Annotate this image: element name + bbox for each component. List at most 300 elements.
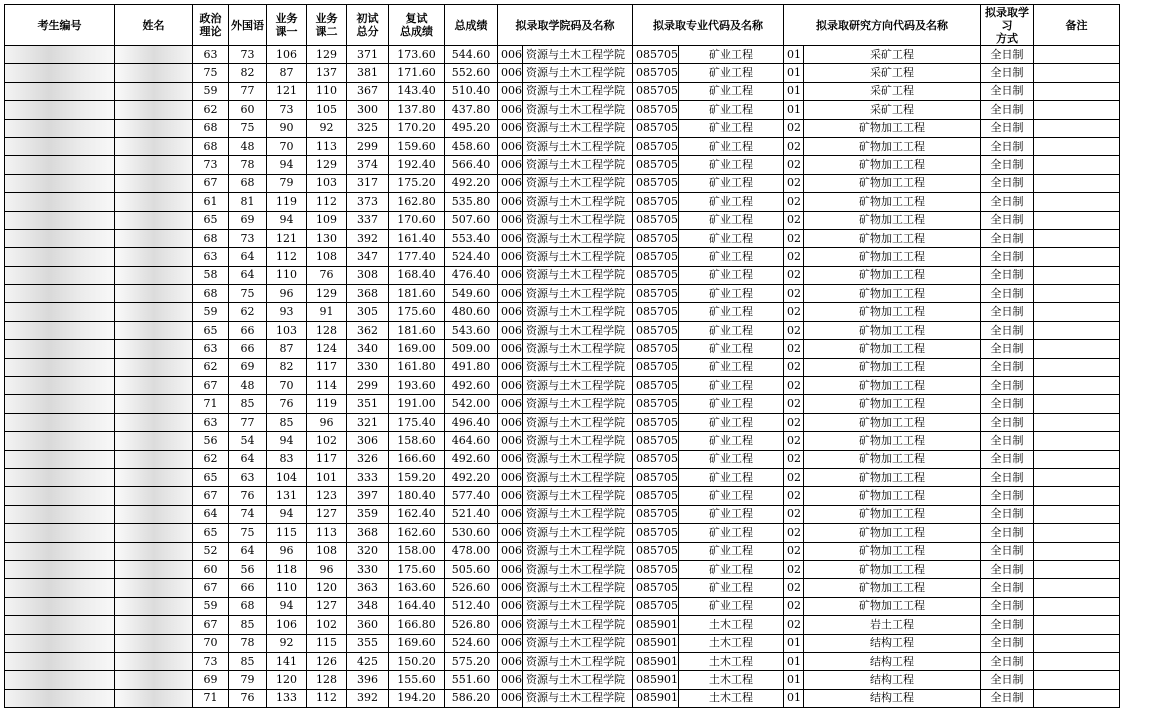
study-mode-cell: 全日制: [981, 616, 1034, 634]
college-name-cell: 资源与土木工程学院: [523, 377, 633, 395]
major-name-cell: 土木工程: [679, 652, 784, 670]
major-code-cell: 085705: [633, 82, 679, 100]
remark-cell: [1034, 193, 1120, 211]
header-major: 拟录取专业代码及名称: [633, 5, 784, 46]
course1-cell: 94: [267, 432, 307, 450]
politics-cell: 71: [193, 395, 229, 413]
remark-cell: [1034, 174, 1120, 192]
college-code-cell: 006: [498, 64, 523, 82]
table-row: [5, 524, 1120, 542]
direction-code-cell: 02: [784, 193, 804, 211]
course1-cell: 70: [267, 137, 307, 155]
prelim-total-cell: 347: [347, 248, 389, 266]
politics-cell: 73: [193, 156, 229, 174]
college-code-cell: 006: [498, 450, 523, 468]
politics-cell: 63: [193, 340, 229, 358]
remark-cell: [1034, 248, 1120, 266]
college-code-cell: 006: [498, 193, 523, 211]
course1-cell: 106: [267, 46, 307, 64]
study-mode-cell: 全日制: [981, 321, 1034, 339]
redacted-id-cell: [5, 524, 115, 542]
study-mode-cell: 全日制: [981, 82, 1034, 100]
college-name-cell: 资源与土木工程学院: [523, 413, 633, 431]
politics-cell: 62: [193, 358, 229, 376]
college-name-cell: 资源与土木工程学院: [523, 119, 633, 137]
redacted-name-cell: [115, 524, 193, 542]
course2-cell: 115: [307, 634, 347, 652]
course2-cell: 103: [307, 174, 347, 192]
foreign-cell: 54: [229, 432, 267, 450]
course1-cell: 96: [267, 285, 307, 303]
course2-cell: 129: [307, 46, 347, 64]
remark-cell: [1034, 432, 1120, 450]
direction-code-cell: 02: [784, 487, 804, 505]
direction-code-cell: 01: [784, 101, 804, 119]
major-name-cell: 土木工程: [679, 634, 784, 652]
course2-cell: 102: [307, 616, 347, 634]
foreign-cell: 69: [229, 358, 267, 376]
study-mode-cell: 全日制: [981, 340, 1034, 358]
remark-cell: [1034, 321, 1120, 339]
redacted-id-cell: [5, 119, 115, 137]
politics-cell: 75: [193, 64, 229, 82]
college-name-cell: 资源与土木工程学院: [523, 579, 633, 597]
direction-name-cell: 矿物加工工程: [804, 303, 981, 321]
header-id: 考生编号: [5, 5, 115, 46]
total-cell: 491.80: [445, 358, 498, 376]
prelim-total-cell: 340: [347, 340, 389, 358]
prelim-total-cell: 325: [347, 119, 389, 137]
direction-code-cell: 02: [784, 395, 804, 413]
retest-total-cell: 158.00: [389, 542, 445, 560]
redacted-name-cell: [115, 137, 193, 155]
retest-total-cell: 162.40: [389, 505, 445, 523]
study-mode-cell: 全日制: [981, 266, 1034, 284]
major-name-cell: 矿业工程: [679, 579, 784, 597]
direction-name-cell: 采矿工程: [804, 101, 981, 119]
redacted-name-cell: [115, 229, 193, 247]
total-cell: 437.80: [445, 101, 498, 119]
foreign-cell: 74: [229, 505, 267, 523]
remark-cell: [1034, 689, 1120, 707]
table-row: [5, 340, 1120, 358]
redacted-id-cell: [5, 229, 115, 247]
redacted-name-cell: [115, 156, 193, 174]
major-name-cell: 矿业工程: [679, 560, 784, 578]
major-code-cell: 085705: [633, 487, 679, 505]
prelim-total-cell: 371: [347, 46, 389, 64]
course2-cell: 129: [307, 156, 347, 174]
redacted-name-cell: [115, 487, 193, 505]
total-cell: 492.60: [445, 377, 498, 395]
redacted-name-cell: [115, 671, 193, 689]
major-code-cell: 085705: [633, 321, 679, 339]
remark-cell: [1034, 579, 1120, 597]
table-row: [5, 119, 1120, 137]
total-cell: 505.60: [445, 560, 498, 578]
direction-name-cell: 矿物加工工程: [804, 119, 981, 137]
college-code-cell: 006: [498, 285, 523, 303]
study-mode-cell: 全日制: [981, 377, 1034, 395]
college-name-cell: 资源与土木工程学院: [523, 524, 633, 542]
major-name-cell: 矿业工程: [679, 395, 784, 413]
header-row: [5, 5, 1120, 46]
study-mode-cell: 全日制: [981, 597, 1034, 615]
course1-cell: 94: [267, 505, 307, 523]
direction-name-cell: 结构工程: [804, 652, 981, 670]
major-code-cell: 085705: [633, 432, 679, 450]
redacted-id-cell: [5, 211, 115, 229]
college-code-cell: 006: [498, 248, 523, 266]
retest-total-cell: 177.40: [389, 248, 445, 266]
college-code-cell: 006: [498, 266, 523, 284]
college-code-cell: 006: [498, 579, 523, 597]
redacted-name-cell: [115, 174, 193, 192]
redacted-id-cell: [5, 82, 115, 100]
foreign-cell: 64: [229, 450, 267, 468]
remark-cell: [1034, 413, 1120, 431]
college-code-cell: 006: [498, 303, 523, 321]
direction-code-cell: 02: [784, 229, 804, 247]
redacted-name-cell: [115, 285, 193, 303]
prelim-total-cell: 326: [347, 450, 389, 468]
table-row: [5, 156, 1120, 174]
retest-total-cell: 192.40: [389, 156, 445, 174]
prelim-total-cell: 305: [347, 303, 389, 321]
prelim-total-cell: 381: [347, 64, 389, 82]
course1-cell: 94: [267, 156, 307, 174]
course1-cell: 73: [267, 101, 307, 119]
total-cell: 458.60: [445, 137, 498, 155]
total-cell: 510.40: [445, 82, 498, 100]
retest-total-cell: 181.60: [389, 285, 445, 303]
major-code-cell: 085705: [633, 395, 679, 413]
direction-code-cell: 01: [784, 689, 804, 707]
study-mode-cell: 全日制: [981, 193, 1034, 211]
course2-cell: 129: [307, 285, 347, 303]
direction-code-cell: 02: [784, 340, 804, 358]
politics-cell: 67: [193, 487, 229, 505]
remark-cell: [1034, 285, 1120, 303]
table-row: [5, 248, 1120, 266]
politics-cell: 67: [193, 616, 229, 634]
retest-total-cell: 155.60: [389, 671, 445, 689]
redacted-name-cell: [115, 652, 193, 670]
course1-cell: 110: [267, 266, 307, 284]
course2-cell: 114: [307, 377, 347, 395]
college-name-cell: 资源与土木工程学院: [523, 211, 633, 229]
redacted-name-cell: [115, 560, 193, 578]
course2-cell: 102: [307, 432, 347, 450]
course1-cell: 133: [267, 689, 307, 707]
prelim-total-cell: 368: [347, 524, 389, 542]
table-row: [5, 542, 1120, 560]
total-cell: 524.40: [445, 248, 498, 266]
table-row: [5, 321, 1120, 339]
redacted-id-cell: [5, 248, 115, 266]
politics-cell: 58: [193, 266, 229, 284]
college-name-cell: 资源与土木工程学院: [523, 505, 633, 523]
study-mode-cell: 全日制: [981, 542, 1034, 560]
major-name-cell: 矿业工程: [679, 229, 784, 247]
major-code-cell: 085705: [633, 101, 679, 119]
prelim-total-cell: 333: [347, 468, 389, 486]
major-code-cell: 085705: [633, 303, 679, 321]
direction-code-cell: 02: [784, 137, 804, 155]
foreign-cell: 76: [229, 487, 267, 505]
college-name-cell: 资源与土木工程学院: [523, 46, 633, 64]
direction-name-cell: 结构工程: [804, 671, 981, 689]
major-name-cell: 矿业工程: [679, 505, 784, 523]
course2-cell: 113: [307, 137, 347, 155]
direction-name-cell: 矿物加工工程: [804, 377, 981, 395]
direction-name-cell: 岩土工程: [804, 616, 981, 634]
course2-cell: 120: [307, 579, 347, 597]
redacted-name-cell: [115, 64, 193, 82]
direction-code-cell: 02: [784, 156, 804, 174]
retest-total-cell: 194.20: [389, 689, 445, 707]
college-name-cell: 资源与土木工程学院: [523, 487, 633, 505]
table-row: [5, 211, 1120, 229]
direction-code-cell: 01: [784, 671, 804, 689]
redacted-id-cell: [5, 597, 115, 615]
total-cell: 553.40: [445, 229, 498, 247]
major-name-cell: 矿业工程: [679, 266, 784, 284]
direction-name-cell: 矿物加工工程: [804, 597, 981, 615]
college-code-cell: 006: [498, 432, 523, 450]
major-code-cell: 085901: [633, 652, 679, 670]
politics-cell: 65: [193, 321, 229, 339]
prelim-total-cell: 351: [347, 395, 389, 413]
retest-total-cell: 170.20: [389, 119, 445, 137]
total-cell: 478.00: [445, 542, 498, 560]
major-code-cell: 085705: [633, 505, 679, 523]
remark-cell: [1034, 303, 1120, 321]
politics-cell: 59: [193, 303, 229, 321]
total-cell: 492.20: [445, 174, 498, 192]
politics-cell: 68: [193, 137, 229, 155]
college-code-cell: 006: [498, 597, 523, 615]
table-row: [5, 634, 1120, 652]
college-name-cell: 资源与土木工程学院: [523, 174, 633, 192]
major-name-cell: 矿业工程: [679, 432, 784, 450]
retest-total-cell: 175.40: [389, 413, 445, 431]
college-code-cell: 006: [498, 395, 523, 413]
remark-cell: [1034, 46, 1120, 64]
course2-cell: 126: [307, 652, 347, 670]
remark-cell: [1034, 82, 1120, 100]
college-code-cell: 006: [498, 137, 523, 155]
college-name-cell: 资源与土木工程学院: [523, 156, 633, 174]
redacted-id-cell: [5, 652, 115, 670]
course2-cell: 112: [307, 689, 347, 707]
college-code-cell: 006: [498, 652, 523, 670]
total-cell: 492.20: [445, 468, 498, 486]
course1-cell: 119: [267, 193, 307, 211]
prelim-total-cell: 362: [347, 321, 389, 339]
college-code-cell: 006: [498, 174, 523, 192]
course2-cell: 96: [307, 560, 347, 578]
politics-cell: 65: [193, 211, 229, 229]
remark-cell: [1034, 340, 1120, 358]
redacted-id-cell: [5, 174, 115, 192]
politics-cell: 71: [193, 689, 229, 707]
foreign-cell: 75: [229, 119, 267, 137]
direction-name-cell: 矿物加工工程: [804, 248, 981, 266]
study-mode-cell: 全日制: [981, 560, 1034, 578]
header-name: 姓名: [115, 5, 193, 46]
table-row: [5, 579, 1120, 597]
redacted-name-cell: [115, 413, 193, 431]
course1-cell: 85: [267, 413, 307, 431]
redacted-name-cell: [115, 193, 193, 211]
redacted-id-cell: [5, 468, 115, 486]
college-code-cell: 006: [498, 211, 523, 229]
direction-code-cell: 02: [784, 285, 804, 303]
direction-code-cell: 02: [784, 505, 804, 523]
retest-total-cell: 169.00: [389, 340, 445, 358]
redacted-name-cell: [115, 266, 193, 284]
remark-cell: [1034, 377, 1120, 395]
course2-cell: 108: [307, 248, 347, 266]
course1-cell: 94: [267, 597, 307, 615]
study-mode-cell: 全日制: [981, 358, 1034, 376]
total-cell: 509.00: [445, 340, 498, 358]
major-code-cell: 085705: [633, 450, 679, 468]
table-row: [5, 450, 1120, 468]
college-name-cell: 资源与土木工程学院: [523, 64, 633, 82]
remark-cell: [1034, 671, 1120, 689]
retest-total-cell: 170.60: [389, 211, 445, 229]
college-name-cell: 资源与土木工程学院: [523, 229, 633, 247]
prelim-total-cell: 321: [347, 413, 389, 431]
prelim-total-cell: 330: [347, 560, 389, 578]
college-name-cell: 资源与土木工程学院: [523, 689, 633, 707]
redacted-id-cell: [5, 505, 115, 523]
politics-cell: 59: [193, 82, 229, 100]
admission-table: [4, 4, 1120, 708]
course1-cell: 87: [267, 64, 307, 82]
direction-code-cell: 02: [784, 616, 804, 634]
direction-name-cell: 矿物加工工程: [804, 395, 981, 413]
major-code-cell: 085705: [633, 174, 679, 192]
politics-cell: 59: [193, 597, 229, 615]
redacted-id-cell: [5, 560, 115, 578]
redacted-name-cell: [115, 634, 193, 652]
table-row: [5, 487, 1120, 505]
retest-total-cell: 175.20: [389, 174, 445, 192]
remark-cell: [1034, 616, 1120, 634]
major-code-cell: 085705: [633, 193, 679, 211]
table-row: [5, 395, 1120, 413]
retest-total-cell: 159.60: [389, 137, 445, 155]
foreign-cell: 64: [229, 542, 267, 560]
remark-cell: [1034, 542, 1120, 560]
retest-total-cell: 161.40: [389, 229, 445, 247]
prelim-total-cell: 300: [347, 101, 389, 119]
foreign-cell: 78: [229, 156, 267, 174]
college-code-cell: 006: [498, 671, 523, 689]
header-retest-total: 复试 总成绩: [389, 5, 445, 46]
redacted-id-cell: [5, 450, 115, 468]
direction-name-cell: 矿物加工工程: [804, 285, 981, 303]
direction-name-cell: 矿物加工工程: [804, 560, 981, 578]
total-cell: 521.40: [445, 505, 498, 523]
prelim-total-cell: 359: [347, 505, 389, 523]
politics-cell: 68: [193, 285, 229, 303]
total-cell: 586.20: [445, 689, 498, 707]
remark-cell: [1034, 211, 1120, 229]
major-name-cell: 矿业工程: [679, 82, 784, 100]
direction-name-cell: 矿物加工工程: [804, 487, 981, 505]
direction-name-cell: 矿物加工工程: [804, 229, 981, 247]
total-cell: 476.40: [445, 266, 498, 284]
foreign-cell: 79: [229, 671, 267, 689]
retest-total-cell: 191.00: [389, 395, 445, 413]
study-mode-cell: 全日制: [981, 46, 1034, 64]
total-cell: 526.80: [445, 616, 498, 634]
major-code-cell: 085705: [633, 64, 679, 82]
course2-cell: 127: [307, 505, 347, 523]
redacted-name-cell: [115, 340, 193, 358]
table-row: [5, 303, 1120, 321]
direction-name-cell: 矿物加工工程: [804, 358, 981, 376]
foreign-cell: 66: [229, 340, 267, 358]
header-prelim-total: 初试 总分: [347, 5, 389, 46]
course1-cell: 104: [267, 468, 307, 486]
retest-total-cell: 164.40: [389, 597, 445, 615]
politics-cell: 68: [193, 119, 229, 137]
retest-total-cell: 162.80: [389, 193, 445, 211]
study-mode-cell: 全日制: [981, 524, 1034, 542]
foreign-cell: 85: [229, 616, 267, 634]
header-mode: 拟录取学习 方式: [981, 5, 1034, 46]
college-name-cell: 资源与土木工程学院: [523, 266, 633, 284]
politics-cell: 63: [193, 46, 229, 64]
major-code-cell: 085705: [633, 358, 679, 376]
course1-cell: 120: [267, 671, 307, 689]
redacted-name-cell: [115, 468, 193, 486]
politics-cell: 67: [193, 579, 229, 597]
retest-total-cell: 163.60: [389, 579, 445, 597]
redacted-id-cell: [5, 579, 115, 597]
course2-cell: 117: [307, 450, 347, 468]
study-mode-cell: 全日制: [981, 450, 1034, 468]
college-name-cell: 资源与土木工程学院: [523, 321, 633, 339]
total-cell: 526.60: [445, 579, 498, 597]
direction-code-cell: 02: [784, 303, 804, 321]
header-college: 拟录取学院码及名称: [498, 5, 633, 46]
foreign-cell: 81: [229, 193, 267, 211]
remark-cell: [1034, 101, 1120, 119]
prelim-total-cell: 360: [347, 616, 389, 634]
course2-cell: 92: [307, 119, 347, 137]
college-name-cell: 资源与土木工程学院: [523, 542, 633, 560]
total-cell: 524.60: [445, 634, 498, 652]
major-name-cell: 矿业工程: [679, 377, 784, 395]
direction-name-cell: 矿物加工工程: [804, 432, 981, 450]
course2-cell: 96: [307, 413, 347, 431]
redacted-name-cell: [115, 377, 193, 395]
table-row: [5, 64, 1120, 82]
direction-code-cell: 01: [784, 652, 804, 670]
retest-total-cell: 162.60: [389, 524, 445, 542]
retest-total-cell: 181.60: [389, 321, 445, 339]
politics-cell: 60: [193, 560, 229, 578]
study-mode-cell: 全日制: [981, 101, 1034, 119]
table-row: [5, 46, 1120, 64]
prelim-total-cell: 374: [347, 156, 389, 174]
